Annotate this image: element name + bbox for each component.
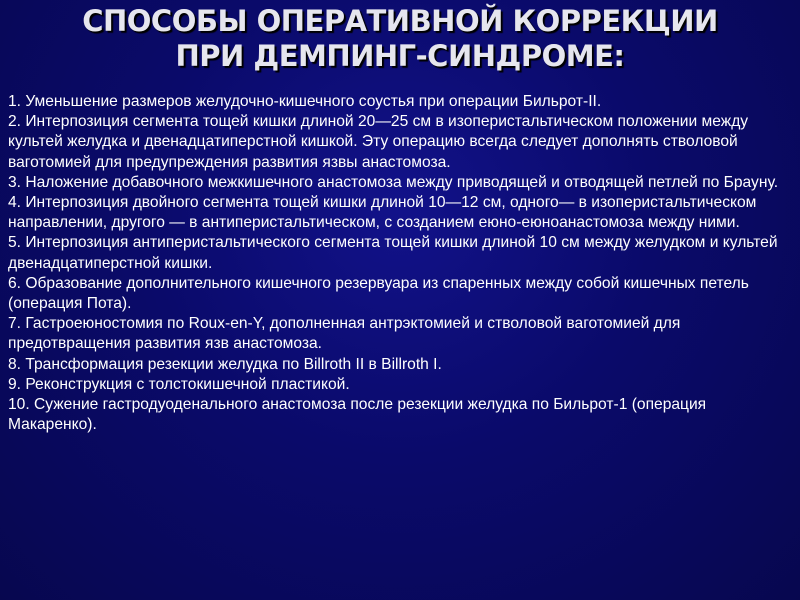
- list-item: 8. Трансформация резекции желудка по Billroth II в Billroth I.: [8, 355, 442, 373]
- slide-title-line-2: ПРИ ДЕМПИНГ-СИНДРОМЕ:: [175, 39, 625, 73]
- slide-title-line-1: СПОСОБЫ ОПЕРАТИВНОЙ КОРРЕКЦИИ: [82, 4, 718, 38]
- list-item: 10. Сужение гастродуоденального анастомоза после резекции желудка по Бильрот-1 (операция Макаренко).: [8, 396, 707, 434]
- list-item: 6. Образование дополнительного кишечного резервуара из спаренных между собой кишечных петель (операция Пота).: [8, 274, 749, 313]
- slide-title: [0, 4, 800, 74]
- list-item: 7. Гастроеюностомия по Roux-en-Y, дополненная антрэктомией и стволовой ваготомией для предотвращения развития язв анастомоза.: [8, 315, 681, 353]
- list-item: 1. Уменьшение размеров желудочно-кишечного соустья при операции Бильрот-II.: [8, 93, 602, 110]
- list-item: 4. Интерпозиция двойного сегмента тощей кишки длиной 10—12 см, одного— в изоперистальтическом направлении, другого — в антиперистальтическом, с созданием еюно-еюноанастомоза между ними.: [8, 194, 757, 232]
- list-item: 3. Наложение добавочного межкишечного анастомоза между приводящей и отводящей петлей по Брауну.: [8, 173, 779, 191]
- list-item: 2. Интерпозиция сегмента тощей кишки длиной 20—25 см в изоперистальтическом положении между культей желудка и двенадцатиперстной кишкой. Эту операцию всегда следует дополнять стволовой ваготомией для предупреждения развития язвы анастомоза.: [8, 113, 749, 171]
- methods-list: [8, 92, 793, 435]
- list-item: 9. Реконструкция с толстокишечной пластикой.: [8, 375, 350, 393]
- list-item: 5. Интерпозиция антиперистальтического сегмента тощей кишки длиной 10 см между желудком и культей двенадцатиперстной кишки.: [8, 234, 778, 272]
